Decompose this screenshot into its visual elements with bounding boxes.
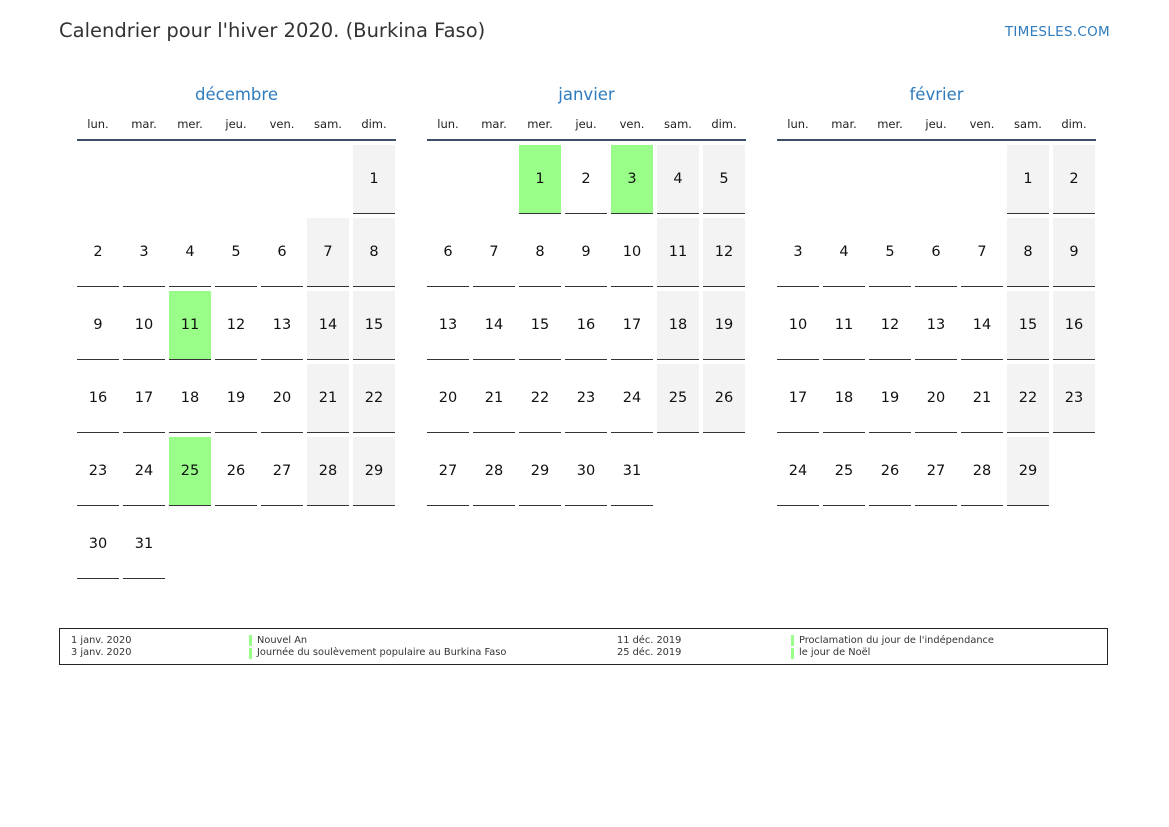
day-cell[interactable]: 30 xyxy=(77,510,119,579)
day-cell[interactable]: 23 xyxy=(1053,364,1095,433)
holiday-day-cell[interactable]: 11 xyxy=(169,291,211,360)
day-cell[interactable]: 8 xyxy=(519,218,561,287)
day-cell[interactable]: 7 xyxy=(307,218,349,287)
holiday-day-cell[interactable]: 25 xyxy=(169,437,211,506)
site-link[interactable]: TIMESLES.COM xyxy=(1004,24,1110,40)
day-cell[interactable]: 15 xyxy=(353,291,395,360)
weekday-label: mar. xyxy=(481,117,507,131)
weekday-label: lun. xyxy=(437,117,459,131)
month-february xyxy=(777,83,1096,506)
empty-cell xyxy=(473,145,515,214)
day-cell[interactable]: 18 xyxy=(823,364,865,433)
weekday-label: jeu. xyxy=(225,117,247,131)
day-cell[interactable]: 8 xyxy=(1007,218,1049,287)
weekday-label: ven. xyxy=(969,117,995,131)
day-cell[interactable]: 19 xyxy=(215,364,257,433)
day-cell[interactable]: 1 xyxy=(353,145,395,214)
legend-date: 11 déc. 2019 xyxy=(617,635,682,646)
weekday-label: sam. xyxy=(664,117,692,131)
legend-date: 25 déc. 2019 xyxy=(617,647,682,658)
weekday-label: jeu. xyxy=(575,117,597,131)
day-cell[interactable]: 15 xyxy=(1007,291,1049,360)
empty-cell xyxy=(915,145,957,214)
day-cell[interactable]: 10 xyxy=(611,218,653,287)
day-cell[interactable]: 6 xyxy=(261,218,303,287)
weekday-label: mer. xyxy=(527,117,553,131)
day-cell[interactable]: 15 xyxy=(519,291,561,360)
day-cell[interactable]: 9 xyxy=(565,218,607,287)
day-cell[interactable]: 22 xyxy=(1007,364,1049,433)
day-cell[interactable]: 12 xyxy=(215,291,257,360)
holiday-day-cell[interactable]: 3 xyxy=(611,145,653,214)
month-name: décembre xyxy=(195,85,278,104)
month-december xyxy=(77,83,396,579)
day-cell[interactable]: 6 xyxy=(427,218,469,287)
day-cell[interactable]: 29 xyxy=(1007,437,1049,506)
weekday-label: mer. xyxy=(177,117,203,131)
day-cell[interactable]: 18 xyxy=(169,364,211,433)
day-cell[interactable]: 20 xyxy=(427,364,469,433)
day-cell[interactable]: 28 xyxy=(473,437,515,506)
day-cell[interactable]: 25 xyxy=(823,437,865,506)
day-cell[interactable]: 4 xyxy=(169,218,211,287)
weekday-label: lun. xyxy=(87,117,109,131)
day-cell[interactable]: 26 xyxy=(703,364,745,433)
empty-cell xyxy=(169,145,211,214)
day-cell[interactable]: 21 xyxy=(307,364,349,433)
empty-cell xyxy=(77,145,119,214)
day-cell[interactable]: 16 xyxy=(1053,291,1095,360)
page-title: Calendrier pour l'hiver 2020. (Burkina Faso) xyxy=(59,19,486,42)
day-cell[interactable]: 11 xyxy=(657,218,699,287)
day-cell[interactable]: 22 xyxy=(519,364,561,433)
day-cell[interactable]: 17 xyxy=(123,364,165,433)
weekday-label: sam. xyxy=(1014,117,1042,131)
day-cell[interactable]: 30 xyxy=(565,437,607,506)
holiday-day-cell[interactable]: 1 xyxy=(519,145,561,214)
day-cell[interactable]: 21 xyxy=(961,364,1003,433)
weekday-header xyxy=(427,113,746,141)
weekday-header xyxy=(777,113,1096,141)
weekday-label: ven. xyxy=(619,117,645,131)
day-cell[interactable]: 17 xyxy=(777,364,819,433)
day-cell[interactable]: 26 xyxy=(869,437,911,506)
day-cell[interactable]: 5 xyxy=(869,218,911,287)
empty-cell xyxy=(777,145,819,214)
empty-cell xyxy=(123,145,165,214)
day-cell[interactable]: 13 xyxy=(427,291,469,360)
day-cell[interactable]: 23 xyxy=(77,437,119,506)
empty-cell xyxy=(869,145,911,214)
day-grid xyxy=(427,145,746,506)
day-cell[interactable]: 16 xyxy=(565,291,607,360)
day-cell[interactable]: 3 xyxy=(123,218,165,287)
day-cell[interactable]: 29 xyxy=(353,437,395,506)
weekday-label: dim. xyxy=(361,117,387,131)
empty-cell xyxy=(307,145,349,214)
empty-cell xyxy=(427,145,469,214)
day-cell[interactable]: 25 xyxy=(657,364,699,433)
day-cell[interactable]: 31 xyxy=(611,437,653,506)
day-cell[interactable]: 7 xyxy=(473,218,515,287)
day-cell[interactable]: 20 xyxy=(261,364,303,433)
day-cell[interactable]: 3 xyxy=(777,218,819,287)
weekday-label: mar. xyxy=(131,117,157,131)
day-grid xyxy=(77,145,396,579)
day-cell[interactable]: 18 xyxy=(657,291,699,360)
legend-holiday-name: Journée du soulèvement populaire au Burkina Faso xyxy=(257,647,507,658)
day-cell[interactable]: 5 xyxy=(703,145,745,214)
weekday-label: dim. xyxy=(1061,117,1087,131)
day-cell[interactable]: 13 xyxy=(915,291,957,360)
day-cell[interactable]: 8 xyxy=(353,218,395,287)
day-cell[interactable]: 24 xyxy=(777,437,819,506)
day-cell[interactable]: 1 xyxy=(1007,145,1049,214)
day-cell[interactable]: 2 xyxy=(1053,145,1095,214)
day-cell[interactable]: 22 xyxy=(353,364,395,433)
day-grid xyxy=(777,145,1096,506)
month-name: février xyxy=(909,85,964,104)
day-cell[interactable]: 24 xyxy=(123,437,165,506)
day-cell[interactable]: 14 xyxy=(473,291,515,360)
day-cell[interactable]: 12 xyxy=(869,291,911,360)
day-cell[interactable]: 14 xyxy=(961,291,1003,360)
legend-color-marker xyxy=(249,648,252,659)
legend-date: 3 janv. 2020 xyxy=(71,647,132,658)
day-cell[interactable]: 16 xyxy=(77,364,119,433)
day-cell[interactable]: 10 xyxy=(777,291,819,360)
day-cell[interactable]: 14 xyxy=(307,291,349,360)
weekday-label: sam. xyxy=(314,117,342,131)
legend-color-marker xyxy=(791,648,794,659)
day-cell[interactable]: 4 xyxy=(823,218,865,287)
day-cell[interactable]: 19 xyxy=(869,364,911,433)
weekday-label: mer. xyxy=(877,117,903,131)
day-cell[interactable]: 26 xyxy=(215,437,257,506)
day-cell[interactable]: 10 xyxy=(123,291,165,360)
legend-holiday-name: Nouvel An xyxy=(257,635,308,646)
legend-color-marker xyxy=(249,635,252,646)
day-cell[interactable]: 28 xyxy=(961,437,1003,506)
day-cell[interactable]: 17 xyxy=(611,291,653,360)
legend-date: 1 janv. 2020 xyxy=(71,635,132,646)
empty-cell xyxy=(823,145,865,214)
day-cell[interactable]: 2 xyxy=(565,145,607,214)
day-cell[interactable]: 28 xyxy=(307,437,349,506)
empty-cell xyxy=(215,145,257,214)
legend-holiday-name: le jour de Noël xyxy=(799,647,871,658)
weekday-header xyxy=(77,113,396,141)
day-cell[interactable]: 19 xyxy=(703,291,745,360)
weekday-label: ven. xyxy=(269,117,295,131)
day-cell[interactable]: 4 xyxy=(657,145,699,214)
day-cell[interactable]: 20 xyxy=(915,364,957,433)
weekday-label: dim. xyxy=(711,117,737,131)
day-cell[interactable]: 9 xyxy=(1053,218,1095,287)
empty-cell xyxy=(261,145,303,214)
holiday-legend xyxy=(59,628,1108,665)
day-cell[interactable]: 11 xyxy=(823,291,865,360)
day-cell[interactable]: 27 xyxy=(427,437,469,506)
legend-color-marker xyxy=(791,635,794,646)
day-cell[interactable]: 21 xyxy=(473,364,515,433)
day-cell[interactable]: 27 xyxy=(261,437,303,506)
month-january xyxy=(427,83,746,506)
weekday-label: jeu. xyxy=(925,117,947,131)
day-cell[interactable]: 13 xyxy=(261,291,303,360)
day-cell[interactable]: 5 xyxy=(215,218,257,287)
day-cell[interactable]: 29 xyxy=(519,437,561,506)
day-cell[interactable]: 7 xyxy=(961,218,1003,287)
day-cell[interactable]: 9 xyxy=(77,291,119,360)
day-cell[interactable]: 27 xyxy=(915,437,957,506)
weekday-label: lun. xyxy=(787,117,809,131)
day-cell[interactable]: 24 xyxy=(611,364,653,433)
month-name: janvier xyxy=(558,85,615,104)
day-cell[interactable]: 12 xyxy=(703,218,745,287)
day-cell[interactable]: 6 xyxy=(915,218,957,287)
empty-cell xyxy=(961,145,1003,214)
legend-holiday-name: Proclamation du jour de l'indépendance xyxy=(799,635,994,646)
day-cell[interactable]: 23 xyxy=(565,364,607,433)
weekday-label: mar. xyxy=(831,117,857,131)
day-cell[interactable]: 2 xyxy=(77,218,119,287)
day-cell[interactable]: 31 xyxy=(123,510,165,579)
